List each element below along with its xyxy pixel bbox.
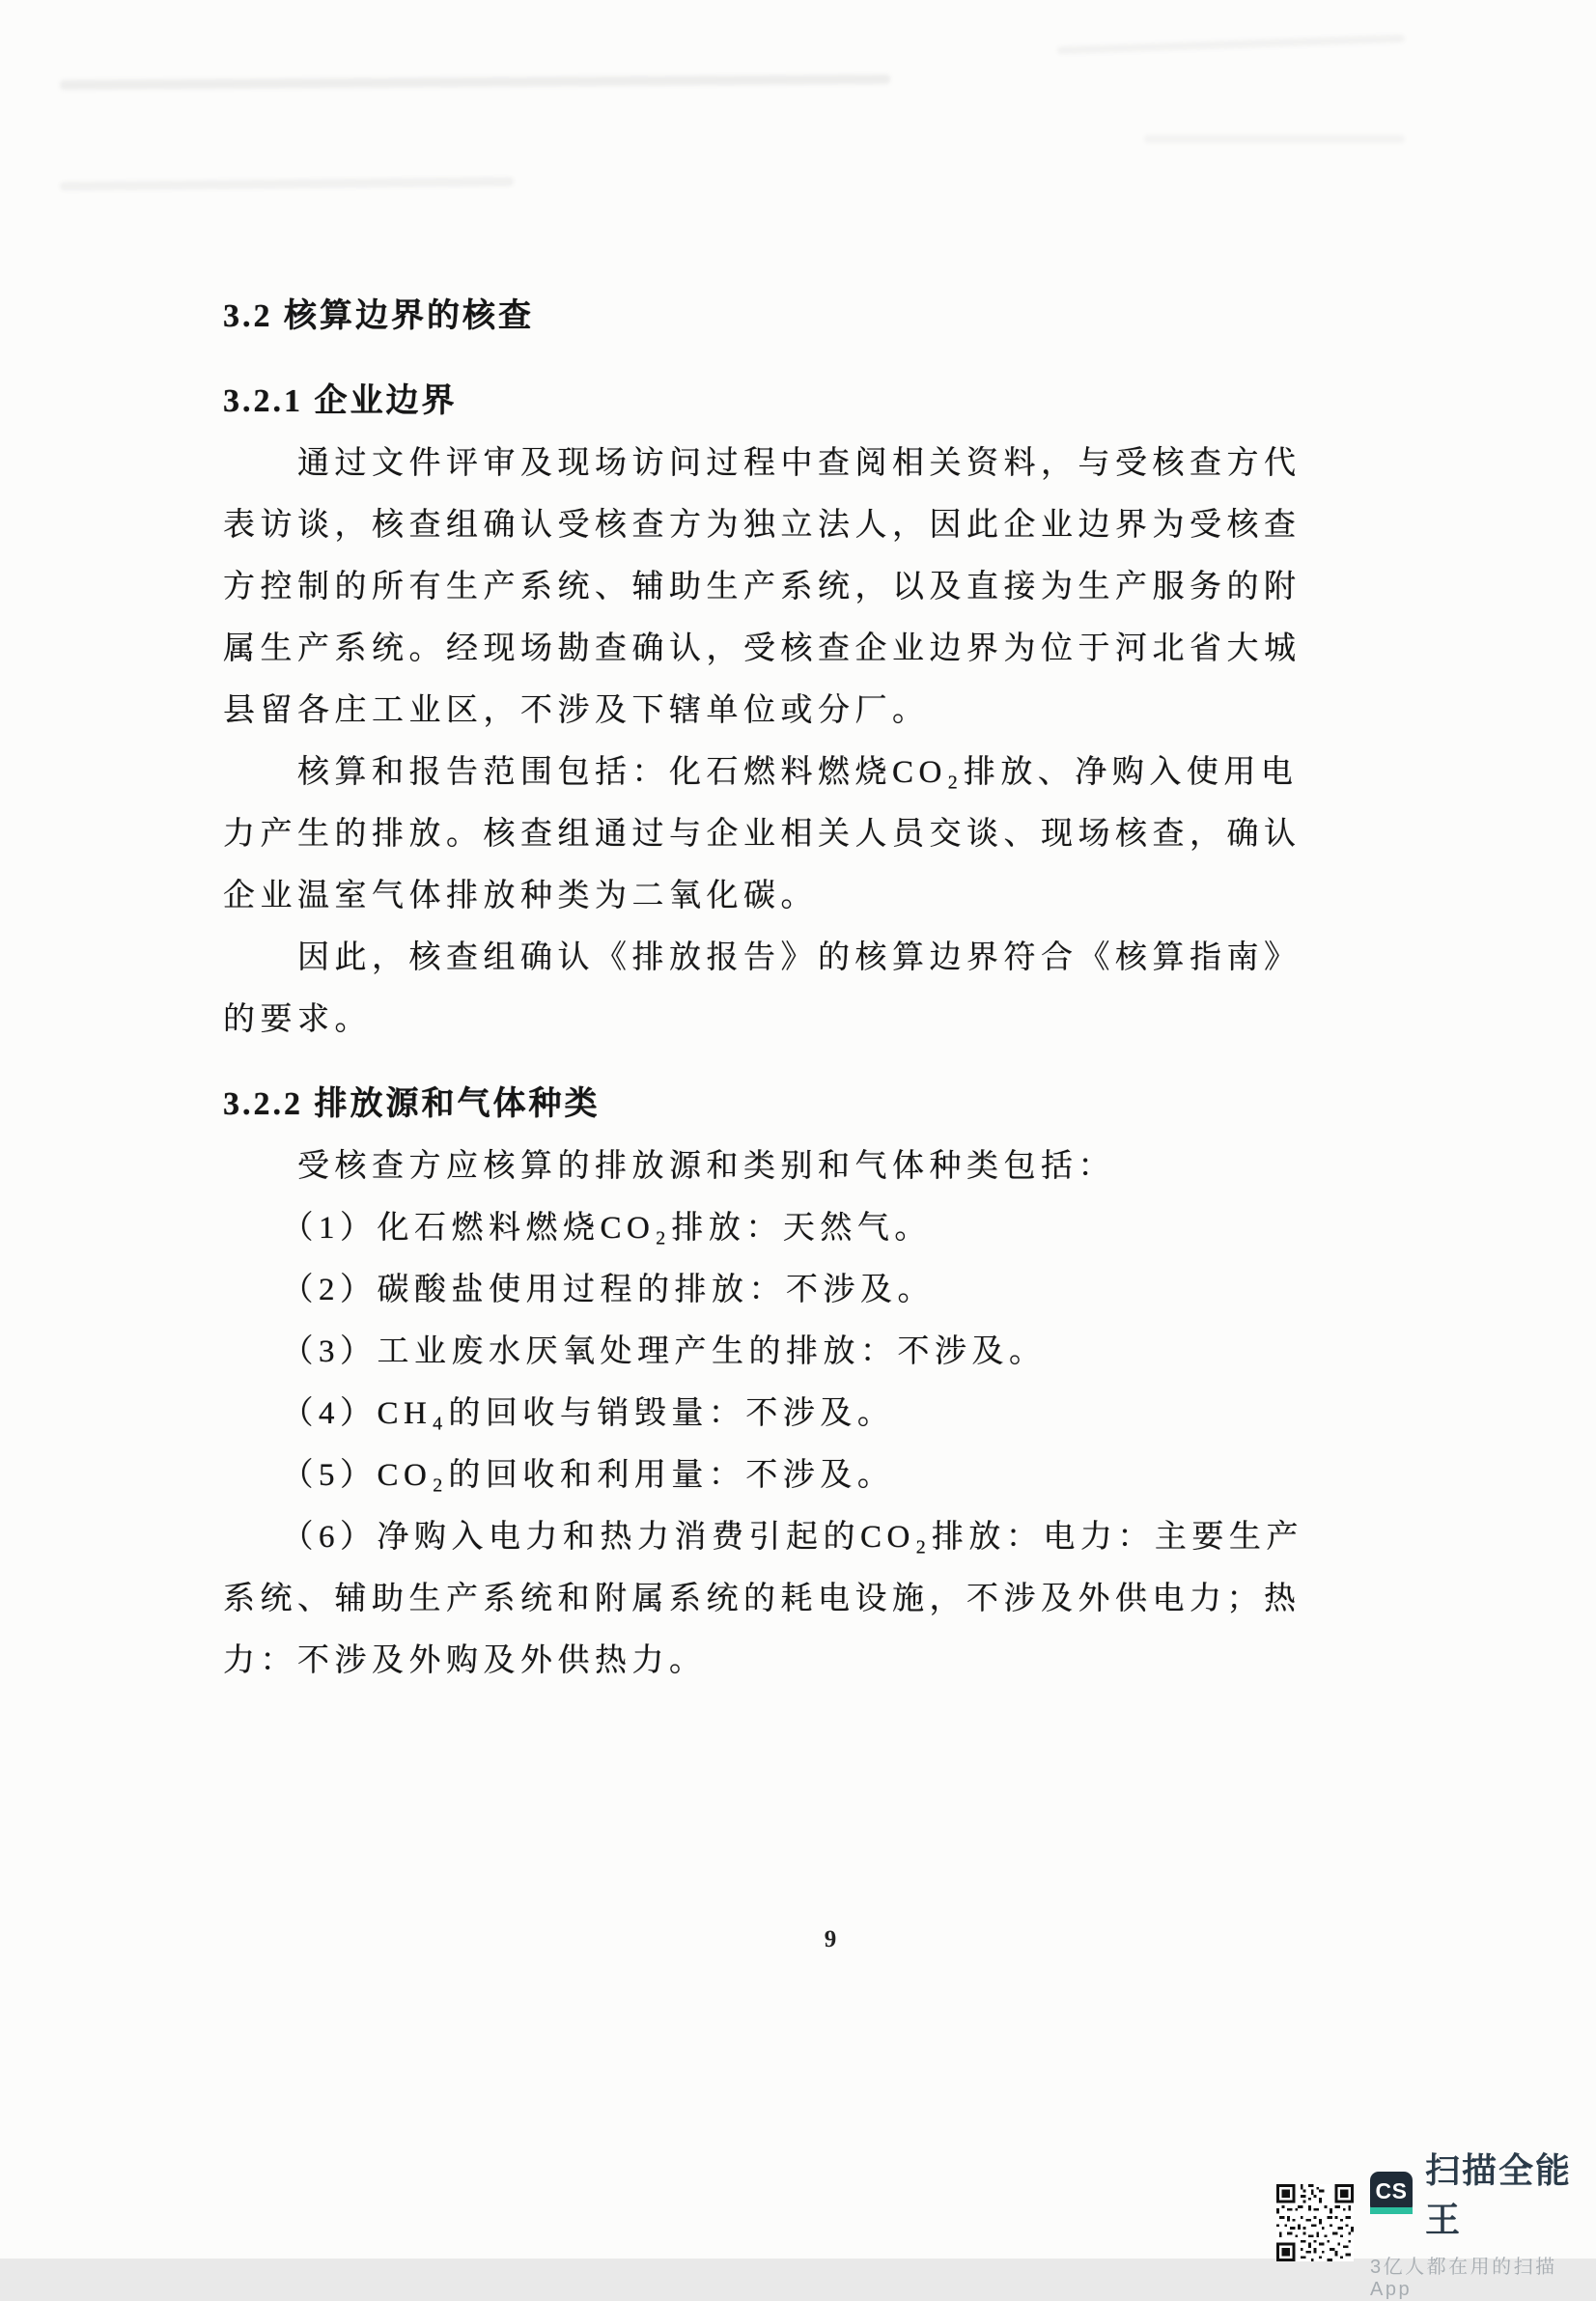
scan-smudge	[1057, 35, 1405, 55]
document-line: 系统、辅助生产系统和附属系统的耗电设施，不涉及外供电力；热	[223, 1582, 1302, 1616]
document-line: 因此，核查组确认《排放报告》的核算边界符合《核算指南》	[223, 940, 1302, 975]
scan-smudge	[60, 74, 890, 90]
document-line: 力产生的排放。核查组通过与企业相关人员交谈、现场核查，确认	[223, 817, 1302, 852]
section-heading: 3.2.2 排放源和气体种类	[223, 1086, 601, 1122]
document-line: （1）化石燃料燃烧CO₂排放：天然气。	[223, 1211, 932, 1246]
document-line: （2）碳酸盐使用过程的排放：不涉及。	[223, 1273, 935, 1307]
camscanner-logo-text: CS	[1375, 2178, 1408, 2203]
document-line: （6）净购入电力和热力消费引起的CO₂排放：电力：主要生产	[223, 1520, 1303, 1555]
document-line: 属生产系统。经现场勘查确认，受核查企业边界为位于河北省大城	[223, 631, 1302, 666]
document-line: （4）CH₄的回收与销毁量：不涉及。	[223, 1396, 895, 1431]
qr-code-icon	[1276, 2184, 1354, 2261]
document-line: 企业温室气体排放种类为二氧化碳。	[223, 879, 818, 913]
watermark-app-name: 扫描全能王	[1425, 2150, 1573, 2239]
page-number: 9	[824, 1926, 837, 1952]
watermark-tagline: 3亿人都在用的扫描App	[1370, 2257, 1557, 2300]
section-heading: 3.2 核算边界的核查	[223, 298, 534, 334]
document-line: 核算和报告范围包括：化石燃料燃烧CO₂排放、净购入使用电	[223, 755, 1299, 790]
document-line: 力：不涉及外购及外供热力。	[223, 1643, 707, 1678]
scan-smudge	[1144, 135, 1405, 143]
camscanner-logo-icon	[1370, 2172, 1413, 2214]
section-heading: 3.2.1 企业边界	[223, 383, 458, 419]
document-body	[223, 286, 1314, 1692]
document-line: 通过文件评审及现场访问过程中查阅相关资料，与受核查方代	[223, 446, 1302, 481]
document-line: （3）工业废水厌氧处理产生的排放：不涉及。	[223, 1334, 1047, 1369]
document-line: 受核查方应核算的排放源和类别和气体种类包括：	[223, 1149, 1115, 1184]
document-line: （5）CO₂的回收和利用量：不涉及。	[223, 1458, 895, 1493]
document-line: 方控制的所有生产系统、辅助生产系统，以及直接为生产服务的附	[223, 570, 1302, 604]
document-line: 县留各庄工业区，不涉及下辖单位或分厂。	[223, 693, 930, 728]
document-line: 表访谈，核查组确认受核查方为独立法人，因此企业边界为受核查	[223, 508, 1302, 543]
scan-smudge	[60, 178, 514, 191]
document-line: 的要求。	[223, 1002, 372, 1037]
camscanner-watermark	[1276, 2144, 1596, 2301]
